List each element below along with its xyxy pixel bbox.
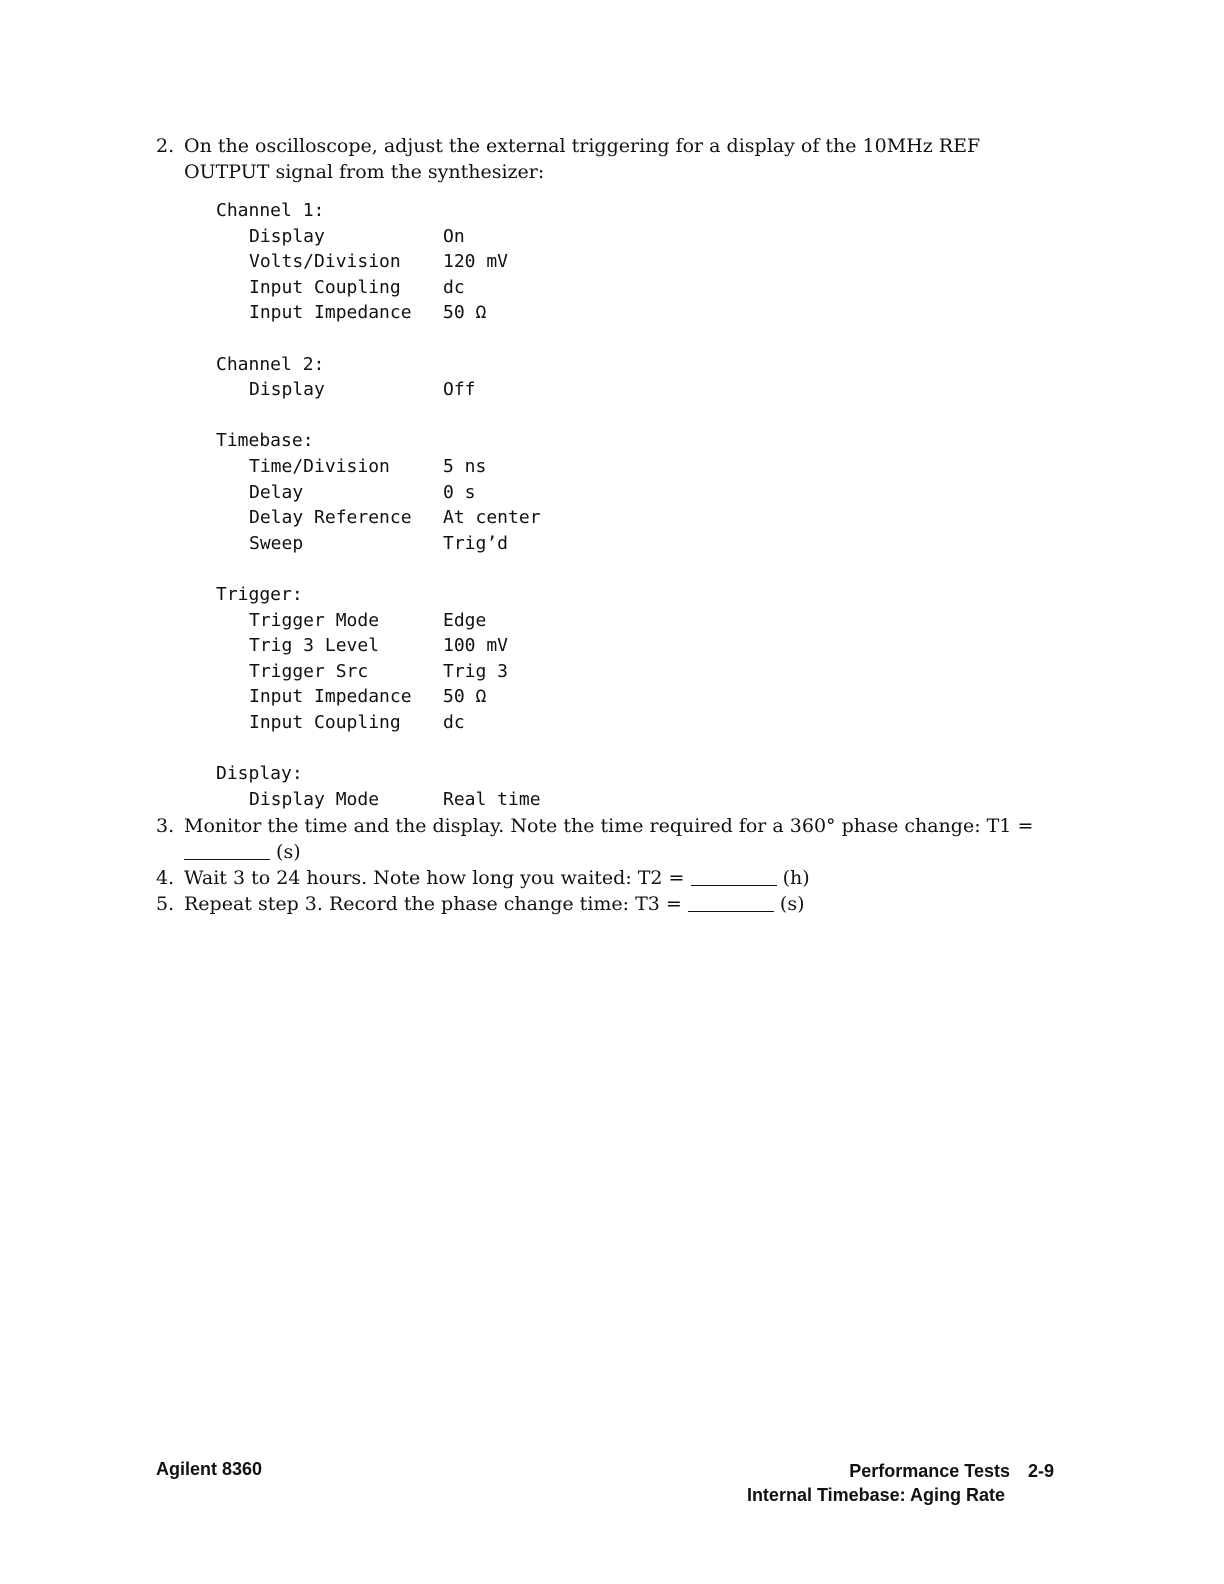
setting-row [216, 454, 487, 480]
step-text-line: OUTPUT signal from the synthesizer: [184, 161, 545, 183]
setting-key: Input Impedance [249, 302, 412, 324]
setting-key: Display Mode [249, 788, 380, 810]
setting-value: 120 mV [443, 251, 509, 273]
setting-value: 5 ns [443, 455, 487, 477]
setting-row [216, 377, 476, 403]
setting-value: At center [443, 507, 541, 529]
step-number: 2. [156, 135, 175, 157]
setting-row [216, 659, 509, 685]
t1-blank[interactable] [184, 841, 270, 860]
setting-value: dc [443, 276, 465, 298]
setting-key: Input Coupling [249, 711, 401, 733]
setting-value: Real time [443, 788, 541, 810]
settings-group-timebase [216, 428, 541, 556]
step-number: 4. [156, 867, 175, 889]
t2-blank[interactable] [691, 867, 777, 886]
step-text: Repeat step 3. Record the phase change time: T3 = [184, 893, 682, 915]
footer-section: Performance Tests [849, 1461, 1010, 1481]
step-text-line: Monitor the time and the display. Note the time required for a 360° phase change: T1 = [184, 815, 1034, 837]
setting-row [216, 300, 487, 326]
setting-value: 100 mV [443, 635, 509, 657]
setting-value: 50 Ω [443, 302, 487, 324]
group-title: Trigger: [216, 583, 303, 605]
setting-key: Delay [249, 481, 304, 503]
settings-group-display [216, 761, 541, 812]
footer-subsection: Internal Timebase: Aging Rate [746, 1485, 1005, 1505]
setting-value: Off [443, 379, 476, 401]
setting-value: dc [443, 711, 465, 733]
footer-page-number: 2-9 [1027, 1461, 1054, 1481]
setting-row [216, 480, 476, 506]
setting-row [216, 633, 509, 659]
footer-product: Agilent 8360 [156, 1459, 263, 1479]
setting-key: Display [249, 225, 325, 247]
group-title: Timebase: [216, 430, 314, 452]
setting-key: Sweep [249, 532, 304, 554]
setting-value: On [443, 225, 465, 247]
setting-key: Trigger Src [249, 660, 369, 682]
unit-label: (s) [276, 841, 301, 863]
step-3 [156, 813, 1056, 865]
setting-row [216, 608, 487, 634]
step-number: 3. [156, 815, 175, 837]
setting-key: Volts/Division [249, 251, 401, 273]
group-title: Channel 1: [216, 200, 325, 221]
step-5 [156, 891, 1056, 917]
settings-group-trigger [216, 582, 509, 736]
oscilloscope-settings [216, 198, 541, 812]
setting-key: Trigger Mode [249, 609, 380, 631]
setting-value: Trig 3 [443, 660, 509, 682]
t3-blank[interactable] [688, 893, 774, 912]
setting-value: 50 Ω [443, 686, 487, 708]
step-text: Wait 3 to 24 hours. Note how long you waited: T2 = [184, 867, 685, 889]
setting-row [216, 249, 509, 275]
setting-key: Input Coupling [249, 276, 401, 298]
setting-row [216, 787, 541, 813]
group-title: Channel 2: [216, 353, 325, 375]
setting-key: Trig 3 Level [249, 635, 380, 657]
step-number: 5. [156, 893, 175, 915]
settings-group-channel-1 [216, 198, 509, 326]
step-2 [156, 133, 1056, 185]
setting-value: Edge [443, 609, 487, 631]
setting-row [216, 505, 541, 531]
setting-row [216, 531, 509, 557]
setting-row [216, 684, 487, 710]
setting-row [216, 710, 465, 736]
setting-value: Trig’d [443, 532, 509, 554]
step-4 [156, 865, 1056, 891]
unit-label: (s) [779, 893, 805, 915]
answer-line [184, 839, 1056, 865]
setting-key: Input Impedance [249, 686, 412, 708]
unit-label: (h) [782, 867, 810, 889]
setting-key: Time/Division [249, 455, 390, 477]
footer-section-info [747, 1459, 1054, 1507]
settings-group-channel-2 [216, 352, 476, 403]
setting-key: Display [249, 379, 325, 401]
setting-key: Delay Reference [249, 507, 412, 529]
setting-value: 0 s [443, 481, 476, 503]
step-text-line: On the oscilloscope, adjust the external triggering for a display of the 10MHz REF [184, 135, 981, 157]
setting-row [216, 275, 465, 301]
setting-row [216, 224, 465, 250]
group-title: Display: [216, 763, 303, 785]
